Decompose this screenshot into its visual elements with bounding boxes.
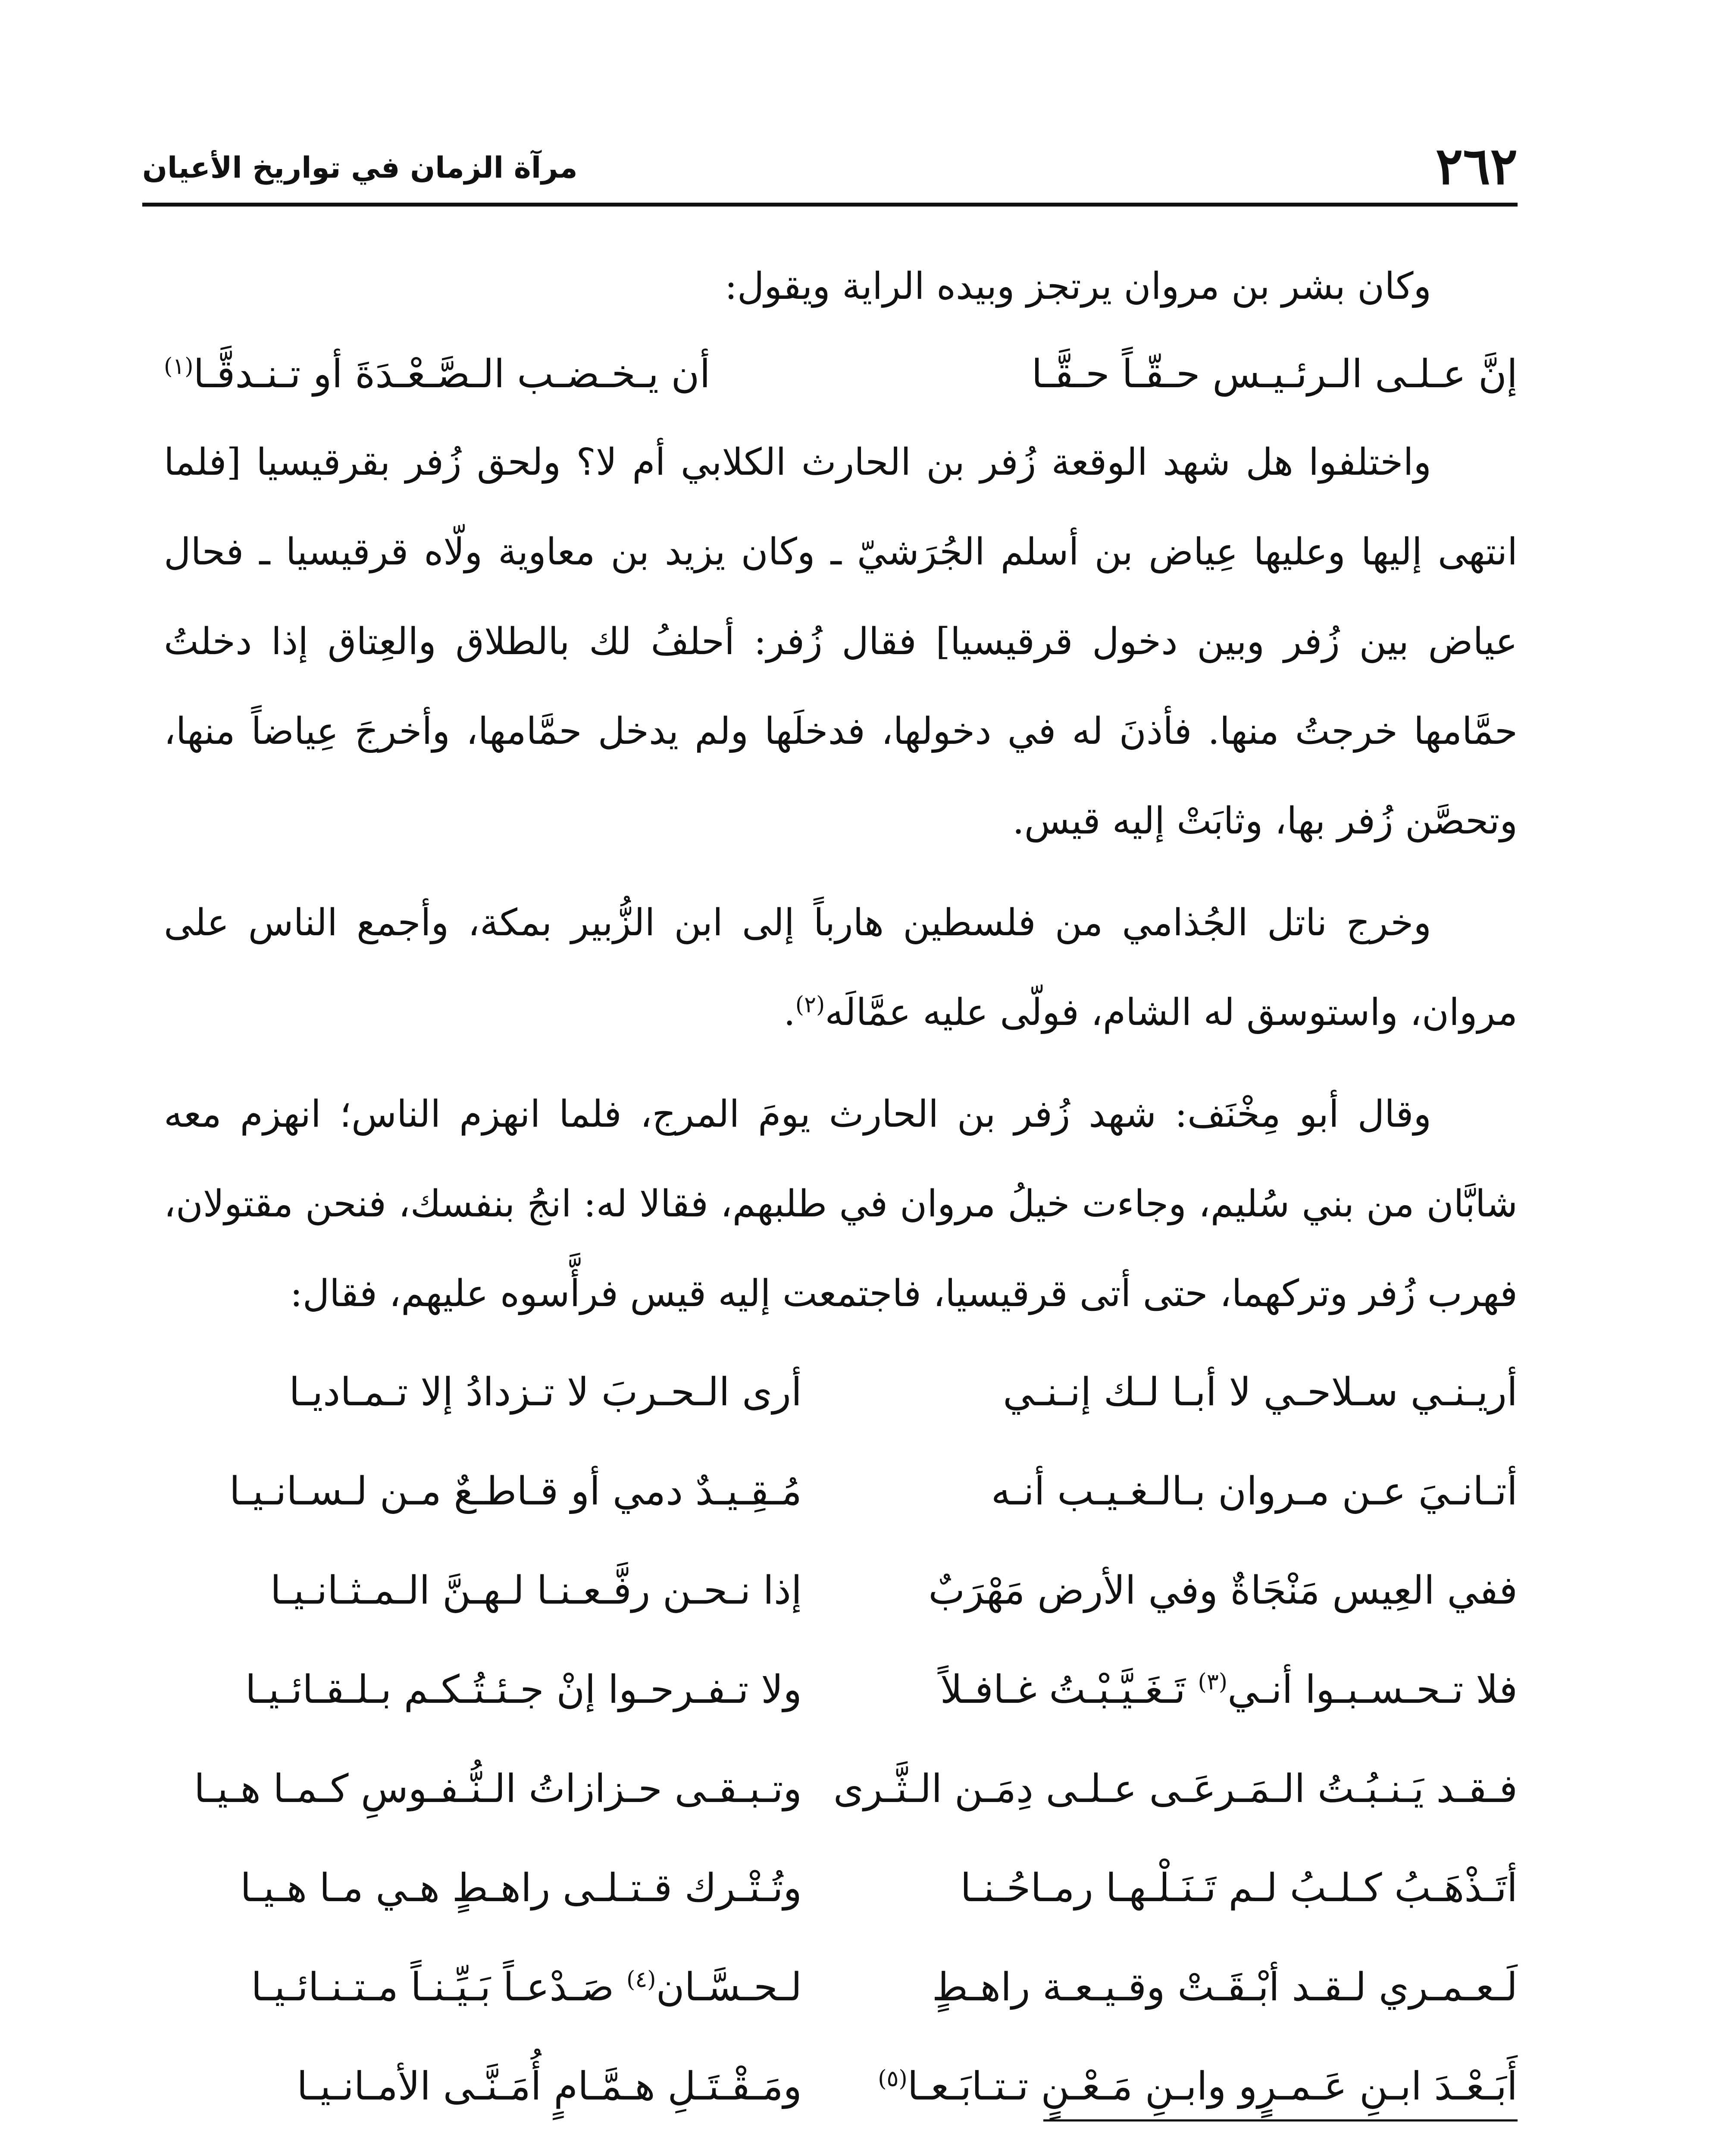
verse-right-hemistich: فلا تـحـسـبـوا أنـي$^{(٣)}$ تَـغَـيَّـبْـتُ غـافـلاً bbox=[940, 1667, 1518, 1712]
poem bbox=[164, 1343, 1518, 2136]
verse-right-hemistich: أتَـذْهَـبُ كـلـبُ لـم تَـنَـلْـهـا رمـاحُـنـا bbox=[960, 1865, 1518, 1911]
verse-left-hemistich: لـحـسَّـان$^{(٤)}$ صَـدْعـاً بَـيِّـنـاً مـتـنـائـيـا bbox=[251, 1965, 802, 2010]
verse-left-hemistich: إذا نـحـن رفَّـعـنـا لـهـنَّ الـمـثـانـيـا bbox=[270, 1568, 802, 1613]
main-text bbox=[164, 241, 1518, 2136]
verse-right-hemistich: أَبَـعْـدَ ابـنِ عَـمـرٍو وابـنِ مَـعْـنٍ تـتـابَـعـا$^{(٥)}$ bbox=[878, 2064, 1518, 2109]
footnote-1 bbox=[164, 2152, 1518, 2156]
footnote-marker-3: (٣) bbox=[1198, 1669, 1228, 1695]
footnote-separator bbox=[1043, 2119, 1518, 2122]
poem-verse bbox=[164, 1541, 1518, 1640]
verse-right-hemistich: أتـانـيَ عـن مـروان بـالـغـيـب أنـه bbox=[991, 1469, 1518, 1514]
paragraph-1: وكان بشر بن مروان يرتجز وبيده الراية ويقول: bbox=[724, 265, 1431, 308]
verse-left-hemistich: مُـقِـيـدٌ دمي أو قـاطـعٌ مـن لـسـانـيـا bbox=[229, 1469, 802, 1514]
footnote-marker-2: (٢) bbox=[795, 992, 825, 1018]
verse-left-hemistich: ومَـقْـتَـلِ هـمَّـامٍ أُمَـنَّـى الأمـانـيـا bbox=[297, 2064, 802, 2109]
poem-verse bbox=[164, 1343, 1518, 1442]
poem-verse bbox=[164, 1442, 1518, 1541]
verse-right-hemistich: فـقـد يَـنـبُـتُ الـمَـرعَـى عـلـى دِمَـن الـثَّـرى bbox=[833, 1766, 1518, 1811]
footnote-marker-4: (٤) bbox=[626, 1967, 656, 1993]
footnote-marker-1: (١) bbox=[164, 354, 194, 379]
poem-verse bbox=[164, 1739, 1518, 1839]
rajaz-verse bbox=[164, 331, 1518, 417]
paragraph-4: وقال أبو مِخْنَف: شهد زُفر بن الحارث يومَ المرج، فلما انهزم الناس؛ انهزم معه شابَّان من بني سُليم، وجاءت خيلُ مروان في طلبهم، فقالا له: انجُ بنفسك، فنحن مقتولان، فهرب زُفر وتركهما، حتى أتى قرقيسيا، فاجتمعت إليه قيس فرأَّسوه عليهم، فقال: bbox=[164, 1093, 1518, 1315]
verse-left-hemistich: وتُـتْـرك قـتـلـى راهـطٍ هـي مـا هـيـا bbox=[240, 1865, 802, 1911]
verse-left-hemistich: أرى الـحـربَ لا تـزدادُ إلا تـمـاديـا bbox=[289, 1369, 802, 1415]
page-number: ٢٦٢ bbox=[1435, 136, 1518, 196]
rajaz-first-hemistich: إنَّ عـلـى الـرئـيـس حـقّـاً حـقَّـا bbox=[1031, 351, 1518, 397]
running-title: مرآة الزمان في تواريخ الأعيان bbox=[142, 151, 578, 185]
verse-right-hemistich: أريـنـي سـلاحـي لا أبـا لـك إنـنـي bbox=[1003, 1369, 1518, 1415]
rajaz-second-hemistich: أن يـخـضـب الـصَّـعْـدَةَ أو تـنـدقَّـا$^{(١)}$ bbox=[164, 351, 711, 397]
poem-verse bbox=[164, 1640, 1518, 1739]
running-header bbox=[142, 129, 1518, 207]
verse-left-hemistich: وتـبـقـى حـزازاتُ الـنُّـفـوسِ كـمـا هـيـا bbox=[194, 1766, 802, 1811]
verse-right-hemistich: لَـعـمـري لـقـد أبْـقَـتْ وقـيـعـة راهـطٍ bbox=[932, 1965, 1518, 2010]
footnotes bbox=[164, 2152, 1518, 2156]
paragraph-3: وخرج ناتل الجُذامي من فلسطين هارباً إلى ابن الزُّبير بمكة، وأجمع الناس على مروان، واستوسق له الشام، فولّى عليه عمَّالَه$^{(٢)}$. bbox=[164, 901, 1518, 1034]
poem-verse bbox=[164, 1938, 1518, 2037]
paragraph-2: واختلفوا هل شهد الوقعة زُفر بن الحارث الكلابي أم لا؟ ولحق زُفر بقرقيسيا [فلما انتهى إليها وعليها عِياض بن أسلم الجُرَشيّ ـ وكان يزيد بن معاوية ولّاه قرقيسيا ـ فحال عياض بين زُفر وبين دخول قرقيسيا] فقال زُفر: أحلفُ لك بالطلاق والعِتاق إذا دخلتُ حمَّامها خرجتُ منها. فأذنَ له في دخولها، فدخلَها ولم يدخل حمَّامها، وأخرجَ عِياضاً منها، وتحصَّن زُفر بها، وثابَتْ إليه قيس. bbox=[164, 441, 1518, 843]
poem-verse bbox=[164, 1839, 1518, 1938]
footnote-marker-5: (٥) bbox=[878, 2066, 908, 2092]
verse-left-hemistich: ولا تـفـرحـوا إنْ جـئـتُـكـم بـلـقـائـيـا bbox=[245, 1667, 802, 1712]
verse-right-hemistich: ففي العِيس مَنْجَاةٌ وفي الأرض مَهْرَبٌ bbox=[928, 1568, 1518, 1613]
